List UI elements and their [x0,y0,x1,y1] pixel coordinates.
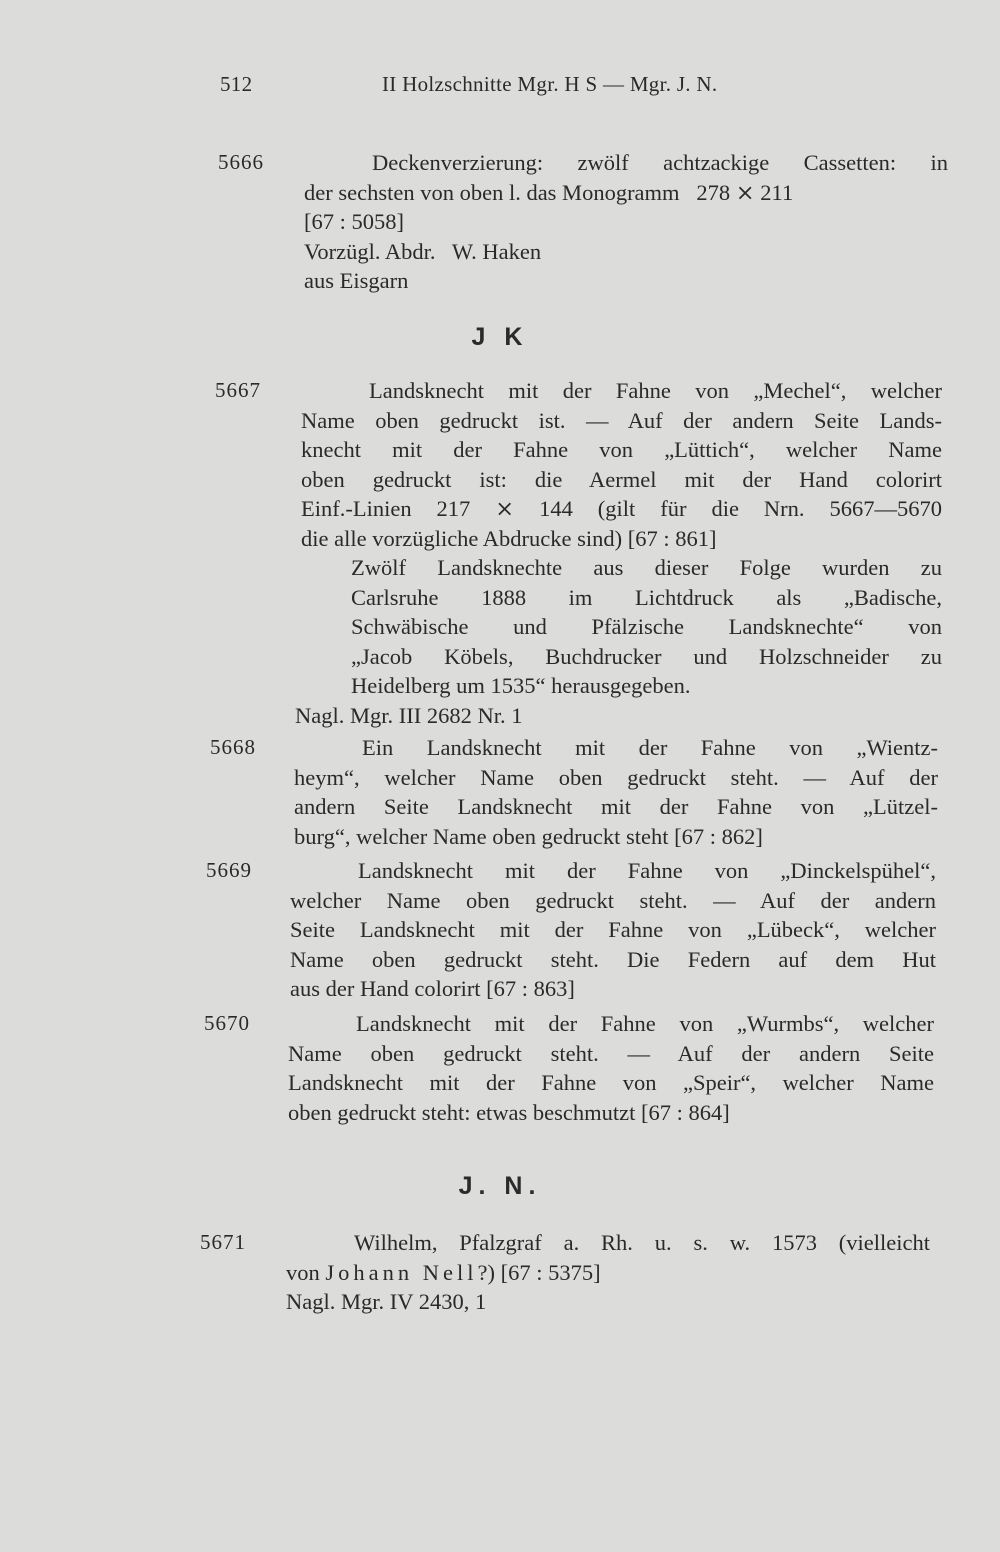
section-heading-jn: J. N. [458,1172,542,1200]
entry-line: Seite Landsknecht mit der Fahne von „Lübeck“, welcher [290,917,936,942]
entry-number: 5667 [215,378,261,402]
entry-line: Landsknecht mit der Fahne von „Mechel“, welcher [369,378,942,403]
entry-line: oben gedruckt steht: etwas beschmutzt [67 : 864] [288,1099,730,1125]
entry-number: 5669 [206,858,252,882]
note-line: „Jacob Köbels, Buchdrucker und Holzschneider zu [351,643,942,669]
entry-line: andern Seite Landsknecht mit der Fahne von „Lützel- [294,794,938,819]
spaced-name: Johann Nell [325,1259,478,1285]
entry-number: 5666 [218,150,264,174]
entry-line: Einf.-Linien 217 ⨯ 144 (gilt für die Nrn. 5667—5670 [301,496,942,521]
note-line: Schwäbische und Pfälzische Landsknechte“ von [351,614,942,639]
entry-line: Landsknecht mit der Fahne von „Wurmbs“, welcher [356,1011,934,1036]
entry-note [301,553,942,701]
entry-line: knecht mit der Fahne von „Lüttich“, welcher Name [301,437,942,462]
entry-line: Vorzügl. Abdr. W. Haken [304,238,542,264]
entry-line: oben gedruckt ist: die Aermel mit der Hand colorirt [301,466,942,492]
entry-line: welcher Name oben gedruckt steht. — Auf der andern [290,887,936,913]
catalog-entry-5669 [206,856,936,1004]
section-heading-jk: J K [471,323,529,351]
entry-reference: Nagl. Mgr. IV 2430, 1 [286,1289,487,1314]
entry-line: [67 : 5058] [304,209,404,234]
entry-line: burg“, welcher Name oben gedruckt steht [67 : 862] [294,823,763,849]
page-number: 512 [220,72,253,96]
entry-line: aus Eisgarn [304,268,409,293]
entry-line: heym“, welcher Name oben gedruckt steht. — Auf der [294,764,938,790]
entry-number: 5671 [200,1230,246,1254]
running-title: II Holzschnitte Mgr. H S — Mgr. J. N. [382,72,718,96]
entry-line: der sechsten von oben l. das Monogramm 278 ⨯ 211 [304,179,794,205]
entry-number: 5668 [210,735,256,759]
entry-line-part: ?) [67 : 5375] [477,1259,601,1285]
note-line: Heidelberg um 1535“ herausgegeben. [351,673,691,698]
entry-line: Landsknecht mit der Fahne von „Dinckelspühel“, [358,858,936,883]
entry-line: die alle vorzügliche Abdrucke sind) [67 : 861] [301,525,717,551]
entry-line: Name oben gedruckt ist. — Auf der andern Seite Lands- [301,407,942,433]
catalog-entry-5671 [200,1228,930,1317]
entry-line: Name oben gedruckt steht. — Auf der andern Seite [288,1040,934,1066]
entry-line: Landsknecht mit der Fahne von „Speir“, welcher Name [288,1070,934,1095]
catalog-entry-5668 [210,733,938,851]
note-line: Carlsruhe 1888 im Lichtdruck als „Badische, [351,584,942,610]
entry-line: Name oben gedruckt steht. Die Federn auf dem Hut [290,946,936,972]
entry-line-part: von [286,1259,326,1285]
entry-line: aus der Hand colorirt [67 : 863] [290,976,575,1001]
entry-number: 5670 [204,1011,250,1035]
entry-line: Ein Landsknecht mit der Fahne von „Wientz- [362,735,938,760]
entry-reference: Nagl. Mgr. III 2682 Nr. 1 [295,702,523,728]
note-line: Zwölf Landsknechte aus dieser Folge wurden zu [351,555,942,580]
entry-line: Deckenverzierung: zwölf achtzackige Cassetten: in [372,150,948,175]
catalog-entry-5667 [215,376,942,730]
entry-line: Wilhelm, Pfalzgraf a. Rh. u. s. w. 1573 (vielleicht [354,1230,930,1255]
catalog-entry-5670 [204,1009,934,1127]
catalog-entry-5666 [218,148,948,296]
entry-line [286,1258,930,1288]
